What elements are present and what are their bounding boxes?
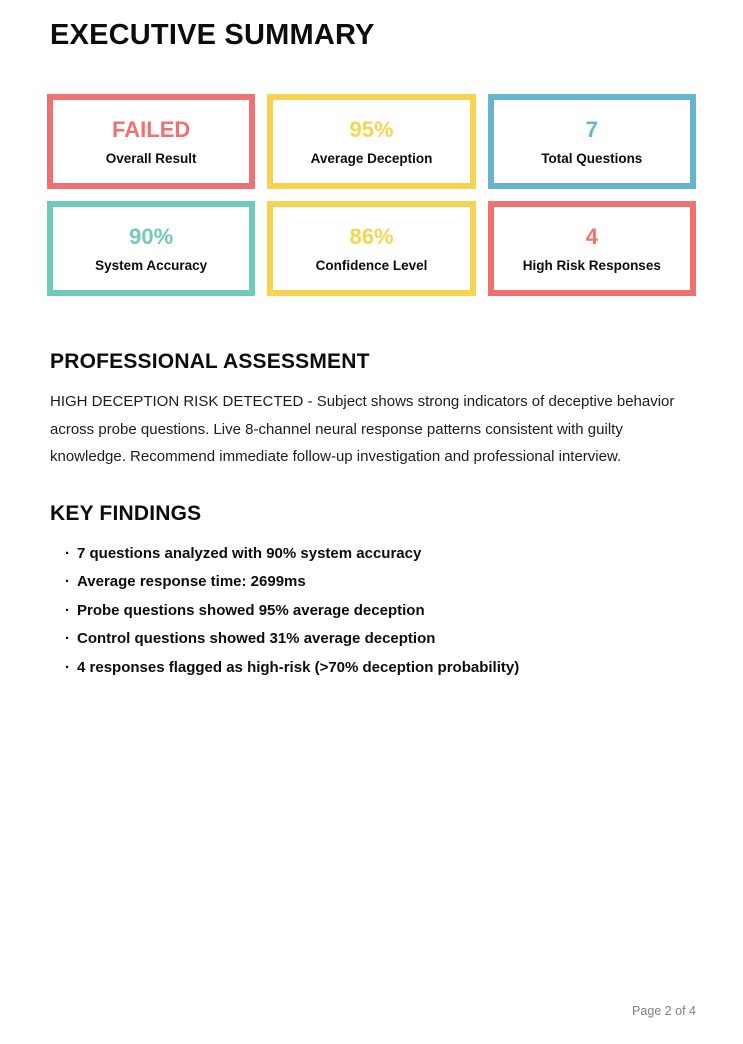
page-title: EXECUTIVE SUMMARY bbox=[50, 19, 375, 51]
key-findings-list bbox=[50, 546, 693, 675]
key-finding-text: 7 questions analyzed with 90% system accuracy bbox=[77, 544, 422, 562]
stat-card-average-deception bbox=[267, 94, 475, 189]
bullet-glyph: · bbox=[65, 658, 70, 676]
stat-card-high-risk-responses bbox=[488, 201, 696, 296]
key-finding-item bbox=[65, 546, 693, 561]
stat-value: 4 bbox=[585, 223, 598, 249]
stat-label: High Risk Responses bbox=[522, 258, 661, 274]
stat-label: System Accuracy bbox=[95, 258, 208, 274]
section-heading-professional-assessment: PROFESSIONAL ASSESSMENT bbox=[50, 350, 370, 374]
stat-card-total-questions bbox=[488, 94, 696, 189]
assessment-text: HIGH DECEPTION RISK DETECTED - Subject shows strong indicators of deceptive behavior across probe questions. Live 8-channel neural response patterns consistent with guilty knowledge. Recommend immediate follow-up investigation and professional interview. bbox=[50, 393, 675, 466]
stat-card-confidence-level bbox=[267, 201, 475, 296]
key-finding-item bbox=[65, 574, 693, 589]
key-finding-text: Probe questions showed 95% average deception bbox=[77, 601, 425, 619]
stat-label: Confidence Level bbox=[315, 258, 428, 274]
key-finding-item bbox=[65, 660, 693, 675]
stat-label: Average Deception bbox=[310, 151, 433, 167]
bullet-glyph: · bbox=[65, 544, 70, 562]
stat-value: 7 bbox=[585, 116, 598, 142]
key-finding-text: Average response time: 2699ms bbox=[77, 573, 306, 591]
bullet-glyph: · bbox=[65, 573, 70, 591]
bullet-glyph: · bbox=[65, 630, 70, 648]
key-finding-text: 4 responses flagged as high-risk (>70% deception probability) bbox=[77, 658, 520, 676]
stat-card-system-accuracy bbox=[47, 201, 255, 296]
stat-value: 86% bbox=[349, 223, 394, 249]
page-number: Page 2 of 4 bbox=[632, 1004, 696, 1018]
key-finding-item bbox=[65, 603, 693, 618]
section-professional-assessment bbox=[50, 350, 693, 471]
key-finding-item bbox=[65, 631, 693, 646]
stat-value: 95% bbox=[349, 116, 394, 142]
summary-cards-grid bbox=[47, 94, 696, 296]
section-key-findings bbox=[50, 502, 693, 675]
stat-value: 90% bbox=[129, 223, 174, 249]
bullet-glyph: · bbox=[65, 601, 70, 619]
stat-value: FAILED bbox=[112, 116, 191, 142]
stat-label: Overall Result bbox=[105, 151, 197, 167]
section-heading-key-findings: KEY FINDINGS bbox=[50, 501, 202, 525]
key-finding-text: Control questions showed 31% average deception bbox=[77, 630, 436, 648]
stat-card-overall-result bbox=[47, 94, 255, 189]
stat-label: Total Questions bbox=[541, 151, 643, 167]
